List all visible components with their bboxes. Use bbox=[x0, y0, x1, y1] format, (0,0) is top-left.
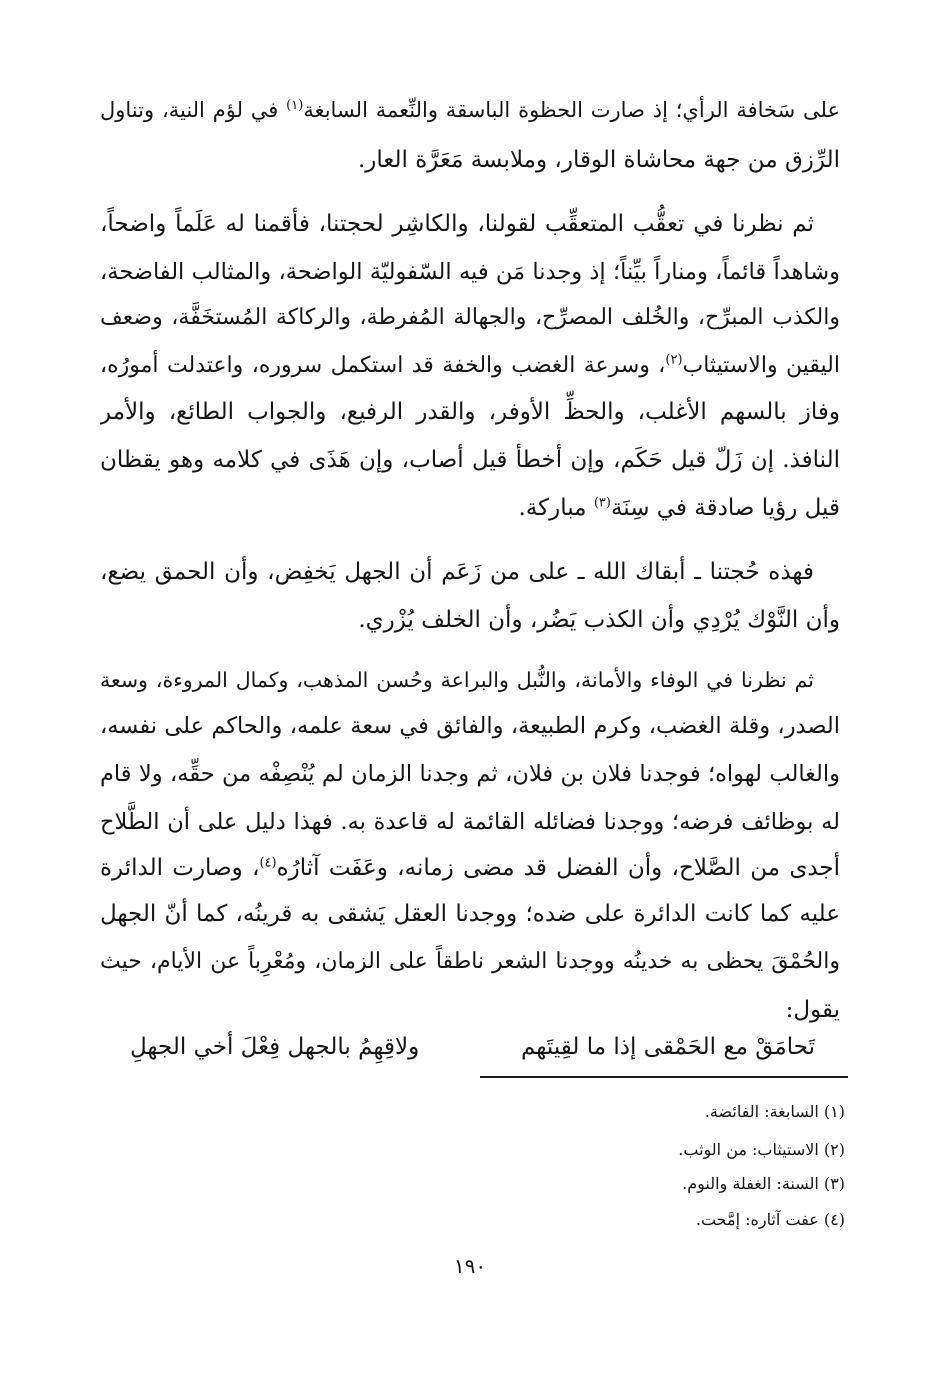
text-line: الرِّزق من جهة محاشاة الوقار، وملابسة مَعَرَّة العار. bbox=[358, 147, 840, 173]
verse-hemistich-second: ولاقِهِمُ بالجهل فِعْلَ أخي الجهلِ bbox=[130, 1034, 420, 1060]
text-line: يقول: bbox=[785, 997, 840, 1023]
text-line: وفاز بالسهم الأغلب، والحظِّ الأوفر، والقدر الرفيع، والجواب الطائع، والأمر bbox=[100, 399, 840, 425]
text-line: أجدى من الصَّلاح، وأن الفضل قد مضى زمانه، وعَفَت آثارُه$^{(٤)}$، وصارت الدائرة bbox=[100, 855, 840, 881]
footnote-separator bbox=[480, 1076, 848, 1078]
text-line: ثم نظرنا في الوفاء والأمانة، والنُّبل والبراعة وحُسن المذهب، وكمال المروءة، وسعة bbox=[100, 668, 814, 692]
page-number: ١٩٠ bbox=[453, 1254, 487, 1278]
poem-verse bbox=[130, 1022, 815, 1072]
text-line: قيل رؤيا صادقة في سِنَة$^{(٣)}$ مباركة. bbox=[518, 495, 840, 521]
text-line: والحُمْقَ يحظى به خدينُه ووجدنا الشعر ناطقاً على الزمان، ومُعْرِباً عن الأيام، حيث bbox=[100, 949, 840, 974]
footnote: (١) السابغة: الفائضة. bbox=[704, 1102, 845, 1121]
verse-hemistich-first: تَحامَقْ مع الحَمْقى إذا ما لقِيتَهم bbox=[520, 1034, 815, 1060]
text-line: الصدر، وقلة الغضب، وكرم الطبيعة، والفائق في سعة علمه، والحاكم على نفسه، bbox=[100, 713, 840, 739]
text-line: وشاهداً قائماً، ومناراً بيِّناً؛ إذ وجدنا مَن فيه السّفوليّة الواضحة، والمثالب الفاضحة، bbox=[100, 259, 840, 285]
footnote: (٤) عفت آثاره: إمَّحت. bbox=[695, 1210, 845, 1229]
footnote-ref: (٢) bbox=[665, 352, 683, 368]
text-line: والغالب لهواه؛ فوجدنا فلان بن فلان، ثم وجدنا الزمان لم يُنْصِفْه من حقِّه، ولا قام bbox=[100, 761, 840, 787]
text-line: والكذب المبرِّح، والخُلف المصرِّح، والجهالة المُفرطة، والركاكة المُستخَفَّة، وضعف bbox=[100, 305, 840, 330]
text-line: وأن النَّوْك يُرْدِي وأن الكذب يَضُر، وأن الخلف يُزْري. bbox=[358, 607, 840, 633]
text-line: له بوظائف فرضه؛ ووجدنا فضائله القائمة له قاعدة به. فهذا دليل على أن الطَّلاح bbox=[100, 809, 840, 835]
text-line: على سَخافة الرأي؛ إذ صارت الحظوة الباسقة والنِّعمة السابغة$^{(١)}$ في لؤم النية، وتناول bbox=[100, 98, 840, 122]
text-line: اليقين والاستيثاب$^{(٢)}$، وسرعة الغضب والخفة قد استكمل سروره، واعتدلت أمورُه، bbox=[100, 352, 840, 378]
text-line: فهذه حُجتنا ـ أبقاك الله ـ على من زَعَم أن الجهل يَخفِض، وأن الحمق يضع، bbox=[100, 559, 814, 585]
footnote: (٢) الاستيثاب: من الوثب. bbox=[678, 1140, 845, 1159]
footnote-ref: (٣) bbox=[593, 495, 611, 511]
footnote-ref: (٤) bbox=[259, 855, 277, 871]
text-line: عليه كما كانت الدائرة على ضده؛ ووجدنا العقل يَشقى به قرينُه، كما أنّ الجهل bbox=[100, 901, 840, 927]
text-line: ثم نظرنا في تعقُّب المتعقِّب لقولنا، والكاشِر لحجتنا، فأقمنا له عَلَماً واضحاً، bbox=[100, 211, 814, 237]
footnote-ref: (١) bbox=[286, 98, 304, 113]
text-line: النافذ. إن زَلّ قيل حَكَم، وإن أخطأ قيل أصاب، وإن هَذَى في كلامه وهو يقظان bbox=[100, 447, 840, 473]
footnote: (٣) السنة: الغفلة والنوم. bbox=[682, 1174, 845, 1193]
